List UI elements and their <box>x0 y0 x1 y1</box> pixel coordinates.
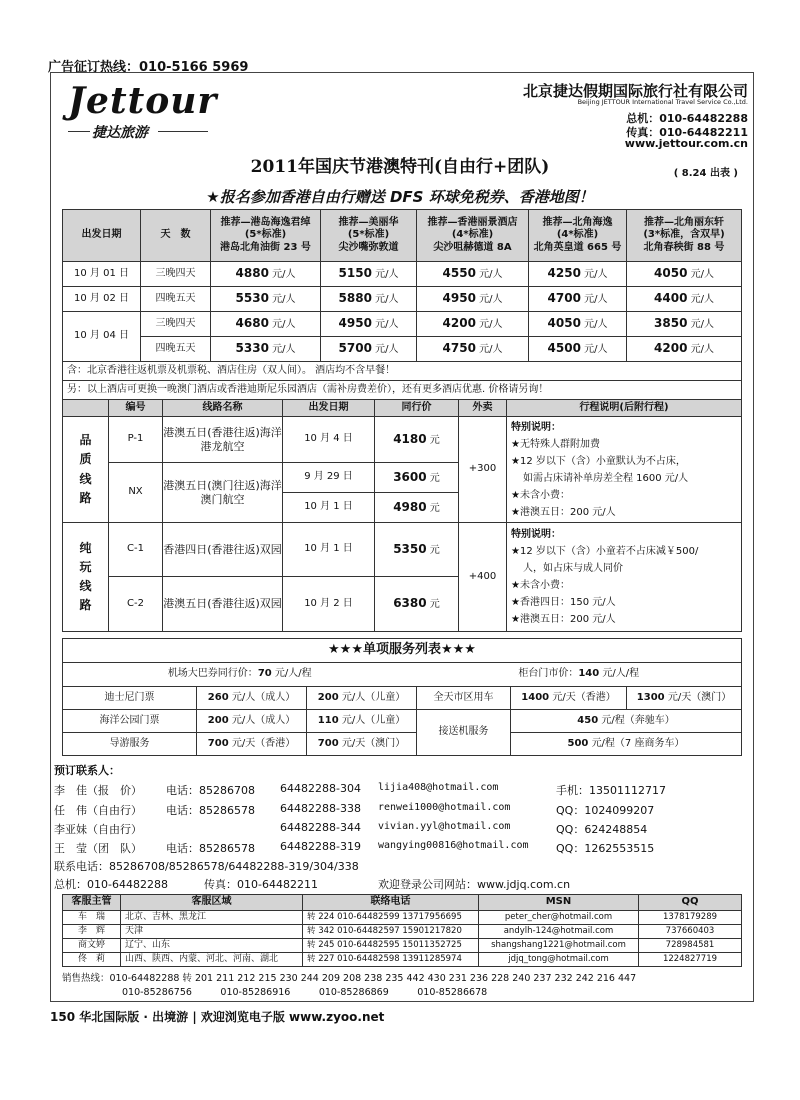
hotel-note-2: 另：以上酒店可更换一晚澳门酒店或香港迪斯尼乐园酒店（需补房费差价），还有更多酒店优惠. 价格请另询！ <box>63 381 742 400</box>
price-unit: 元/程（7 座商务车） <box>591 737 685 749</box>
table-row <box>63 925 742 939</box>
price-unit: 元/人 <box>479 344 503 356</box>
service-title: ★★★单项服务列表★★★ <box>63 639 742 663</box>
cs-name: 李 辉 <box>63 925 121 939</box>
row-days: 三晚四天 <box>141 262 211 287</box>
price-value: 4180 <box>393 431 427 446</box>
cs-table <box>62 894 742 967</box>
contact-tel: 电话：85286578 <box>166 842 255 855</box>
table-row <box>63 710 742 733</box>
page-title: 2011年国庆节港澳特刊(自由行+团队) <box>250 157 550 177</box>
table-row <box>63 417 742 463</box>
car-label: 全天市区用车 <box>417 687 511 710</box>
route-date: 10 月 2 日 <box>283 577 375 632</box>
price-cell <box>627 262 742 287</box>
page-footer: 150 华北国际版 · 出境游 | 欢迎浏览电子版 www.zyoo.net <box>50 1010 385 1024</box>
cs-phone: 转 245 010-64482595 15011352725 <box>303 939 479 953</box>
desc-line: ★12 岁以下（含）小童若不占床减￥500/ <box>511 546 699 557</box>
hotel-1 <box>211 210 321 262</box>
logo-rule-left <box>68 131 90 132</box>
price-cell <box>529 312 627 337</box>
cs-phone: 转 227 010-64482598 13911285974 <box>303 953 479 967</box>
contact-email[interactable]: wangying00816@hotmail.com <box>378 840 529 851</box>
cs-qq: 737660403 <box>639 925 742 939</box>
price-unit: 元 <box>429 599 440 611</box>
price-value: 4950 <box>338 316 372 331</box>
price-value: 1400 <box>521 691 550 703</box>
ad-hotline: 广告征订热线：010-5166 5969 <box>48 60 249 75</box>
hotel-2-addr: 尖沙嘴弥敦道 <box>338 241 399 253</box>
date-note: ( 8.24 出表 ) <box>673 168 738 179</box>
price-cell <box>321 287 417 312</box>
price-unit: 元/程（奔驰车） <box>601 714 675 726</box>
price-unit: 元/人 <box>690 294 714 306</box>
price-value: 5530 <box>235 291 269 306</box>
hotel-3 <box>417 210 529 262</box>
route-code: C-2 <box>109 577 163 632</box>
price-value: 4750 <box>442 341 476 356</box>
company-name-cn: 北京捷达假期国际旅行社有限公司 <box>522 82 748 100</box>
route-code: NX <box>109 463 163 523</box>
bus-cell <box>63 663 417 687</box>
row-days: 三晚四天 <box>141 312 211 337</box>
price-cell <box>529 262 627 287</box>
contact-website[interactable]: 欢迎登录公司网站：www.jdjq.com.cn <box>378 878 571 891</box>
price-cell <box>321 337 417 362</box>
price-value: 4550 <box>442 266 476 281</box>
jettour-logo: Jettour <box>68 80 218 122</box>
desc-line: 特别说明： <box>511 421 561 433</box>
price-unit: 元/人 <box>584 269 608 281</box>
price-value: 4700 <box>547 291 581 306</box>
row-date: 10 月 01 日 <box>63 262 141 287</box>
contact-main-phone: 总机：010-64482288 <box>54 878 168 891</box>
guide-hk <box>197 733 307 756</box>
price-unit: 元/人 <box>479 319 503 331</box>
contact-extra: 手机：13501112717 <box>556 784 666 797</box>
contact-name: 李 佳（报 价） <box>54 784 142 797</box>
sales-hotline: 销售热线：010-64482288 转 201 211 212 215 230 244 209 208 238 235 442 430 231 236 228 240 237 232 242 216 447 <box>62 973 637 984</box>
ocean-child <box>307 710 417 733</box>
route-name: 港澳五日(香港往返)海洋港龙航空 <box>163 417 283 463</box>
ocean-adult <box>197 710 307 733</box>
row-days: 四晚五天 <box>141 287 211 312</box>
cs-msn: shangshang1221@hotmail.com <box>479 939 639 953</box>
table-row <box>63 663 742 687</box>
row-date: 10 月 04 日 <box>63 312 141 362</box>
price-unit: 元/人 <box>479 294 503 306</box>
cs-area: 天津 <box>121 925 303 939</box>
price-value: 4400 <box>654 291 688 306</box>
route-hdr-blank <box>63 400 109 417</box>
route-price <box>375 577 459 632</box>
desc-line: 特别说明： <box>511 529 561 540</box>
hotel-note-1: 含：北京香港往返机票及机票税、酒店住房（双人间）。 酒店均不含早餐！ <box>63 362 742 381</box>
route-group-quality <box>63 417 109 523</box>
route-price <box>375 493 459 523</box>
route-hdr-price: 同行价 <box>375 400 459 417</box>
guide-label: 导游服务 <box>63 733 197 756</box>
route-code: C-1 <box>109 523 163 577</box>
desc-line: 如需占床请补单房差全程 1600 元/人 <box>523 472 689 484</box>
price-unit: 元/人（儿童） <box>341 714 406 726</box>
route-name: 香港四日(香港往返)双园 <box>163 523 283 577</box>
price-value: 450 <box>577 714 599 726</box>
price-value: 3600 <box>393 469 427 484</box>
price-value: 4680 <box>235 316 269 331</box>
price-unit: 元/人（成人） <box>231 714 296 726</box>
price-value: 3850 <box>654 316 688 331</box>
contact-phones: 联系电话：85286708/85286578/64482288-319/304/338 <box>54 860 359 873</box>
route-date: 10 月 4 日 <box>283 417 375 463</box>
price-cell <box>627 337 742 362</box>
hotel-1-star: (5*标准) <box>244 229 287 241</box>
table-row <box>63 262 742 287</box>
route-group-pure-label: 纯玩线路 <box>79 540 92 613</box>
disney-label: 迪士尼门票 <box>63 687 197 710</box>
cs-phone: 转 224 010-64482599 13717956695 <box>303 911 479 925</box>
price-unit: 元/人 <box>272 319 296 331</box>
price-cell <box>529 287 627 312</box>
desc-line: ★港澳五日：200 元/人 <box>511 506 616 518</box>
route-code: P-1 <box>109 417 163 463</box>
price-value: 4980 <box>393 499 427 514</box>
price-unit: 元/人 <box>690 269 714 281</box>
table-row <box>63 312 742 337</box>
price-unit: 元/人 <box>272 269 296 281</box>
cs-hdr-phone: 联络电话 <box>303 895 479 911</box>
price-cell <box>417 337 529 362</box>
cs-area: 北京、吉林、黑龙江 <box>121 911 303 925</box>
price-unit: 元/人（成人） <box>231 691 296 703</box>
contact-extra: QQ：1024099207 <box>556 804 655 817</box>
ocean-label: 海洋公园门票 <box>63 710 197 733</box>
price-value: 5150 <box>338 266 372 281</box>
table-row <box>63 733 742 756</box>
price-cell <box>211 337 321 362</box>
bus-price: 70 <box>257 668 272 680</box>
contact-tel: 电话：85286578 <box>166 804 255 817</box>
bus-label: 机场大巴券同行价： <box>167 668 258 680</box>
hotel-5-star: (3*标准，含双早) <box>643 229 725 241</box>
counter-label: 柜台门市价： <box>518 668 579 680</box>
hotel-2-name: 推荐—美丽华 <box>338 216 399 228</box>
hotel-1-addr: 港岛北角油街 23 号 <box>220 241 311 253</box>
contact-ext: 64482288-304 <box>280 782 361 795</box>
table-row <box>63 687 742 710</box>
contact-tel: 电话：85286708 <box>166 784 255 797</box>
car-hk <box>511 687 627 710</box>
table-row <box>63 953 742 967</box>
cs-name: 车 瑞 <box>63 911 121 925</box>
price-value: 110 <box>317 714 339 726</box>
price-value: 4200 <box>442 316 476 331</box>
route-hdr-date: 出发日期 <box>283 400 375 417</box>
hotel-3-addr: 尖沙咀赫德道 8A <box>433 241 512 253</box>
price-value: 700 <box>207 737 229 749</box>
price-unit: 元/人 <box>375 344 399 356</box>
counter-unit: 元/人/程 <box>602 668 640 680</box>
logo-subtitle: 捷达旅游 <box>92 125 148 141</box>
price-value: 6380 <box>393 596 427 611</box>
contact-email[interactable]: vivian.yyl@hotmail.com <box>378 821 511 832</box>
price-unit: 元/人 <box>272 344 296 356</box>
price-unit: 元/人 <box>690 344 714 356</box>
price-value: 4050 <box>654 266 688 281</box>
price-value: 5350 <box>393 541 427 556</box>
contact-extra: QQ：1262553515 <box>556 842 655 855</box>
cs-msn: peter_cher@hotmail.com <box>479 911 639 925</box>
transfer-van <box>511 733 742 756</box>
contact-email[interactable]: renwei1000@hotmail.com <box>378 802 511 813</box>
contact-fax: 传真：010-64482211 <box>204 878 318 891</box>
price-value: 200 <box>317 691 339 703</box>
price-unit: 元/人 <box>479 269 503 281</box>
contact-email[interactable]: lijia408@hotmail.com <box>378 782 499 793</box>
counter-price: 140 <box>578 668 600 680</box>
route-markup: +300 <box>459 417 507 523</box>
hotel-1-name: 推荐—港岛海逸君绰 <box>220 216 311 228</box>
contact-ext: 64482288-344 <box>280 821 361 834</box>
hotel-4-name: 推荐—北角海逸 <box>542 216 613 228</box>
contact-ext: 64482288-319 <box>280 840 361 853</box>
price-unit: 元 <box>429 544 440 556</box>
price-cell <box>211 262 321 287</box>
price-unit: 元/人 <box>584 344 608 356</box>
hotel-3-name: 推荐—香港丽景酒店 <box>427 216 518 228</box>
route-markup: +400 <box>459 523 507 632</box>
col-date: 出发日期 <box>63 210 141 262</box>
contacts-heading: 预订联系人： <box>54 764 120 777</box>
price-unit: 元/人 <box>272 294 296 306</box>
cs-qq: 1224827719 <box>639 953 742 967</box>
price-cell <box>321 312 417 337</box>
route-name: 港澳五日(香港往返)双园 <box>163 577 283 632</box>
transfer-label: 接送机服务 <box>417 710 511 756</box>
route-price <box>375 417 459 463</box>
price-value: 260 <box>207 691 229 703</box>
hotel-4-star: (4*标准) <box>556 229 599 241</box>
guide-mo <box>307 733 417 756</box>
price-unit: 元/人 <box>375 294 399 306</box>
price-value: 5880 <box>338 291 372 306</box>
cs-hdr-qq: QQ <box>639 895 742 911</box>
cs-area: 山西、陕西、内蒙、河北、河南、湖北 <box>121 953 303 967</box>
hotel-3-star: (4*标准) <box>451 229 494 241</box>
desc-line: ★未含小费： <box>511 580 570 591</box>
cs-msn: andylh-124@hotmail.com <box>479 925 639 939</box>
promo-line: ★报名参加香港自由行赠送 DFS 环球免税券、香港地图！ <box>206 188 594 206</box>
price-cell <box>211 312 321 337</box>
price-unit: 元/天（澳门） <box>341 737 406 749</box>
counter-cell <box>417 663 742 687</box>
price-value: 4880 <box>235 266 269 281</box>
desc-line: ★未含小费： <box>511 489 570 501</box>
route-hdr-code: 编号 <box>109 400 163 417</box>
price-value: 5330 <box>235 341 269 356</box>
hotel-2-star: (5*标准) <box>347 229 390 241</box>
route-desc-1 <box>507 417 742 523</box>
desc-line: 人，如占床与成人同价 <box>523 563 623 574</box>
cs-hdr-manager: 客服主管 <box>63 895 121 911</box>
company-phone: 总机：010-64482288 <box>626 112 748 125</box>
hotel-price-table <box>62 209 742 400</box>
route-date: 9 月 29 日 <box>283 463 375 493</box>
col-days: 天 数 <box>141 210 211 262</box>
disney-child <box>307 687 417 710</box>
price-value: 700 <box>317 737 339 749</box>
cs-phone: 转 342 010-64482597 15901217820 <box>303 925 479 939</box>
desc-line: ★香港四日：150 元/人 <box>511 597 616 608</box>
car-mo <box>627 687 742 710</box>
desc-line: ★港澳五日：200 元/人 <box>511 614 616 625</box>
price-unit: 元/人（儿童） <box>341 691 406 703</box>
table-row <box>63 911 742 925</box>
price-unit: 元/天（香港） <box>231 737 296 749</box>
sales-numbers: 010-85286756 010-85286916 010-85286869 010-85286678 <box>122 987 488 998</box>
price-cell <box>627 312 742 337</box>
price-value: 1300 <box>636 691 665 703</box>
route-date: 10 月 1 日 <box>283 523 375 577</box>
cs-name: 佟 莉 <box>63 953 121 967</box>
route-price <box>375 523 459 577</box>
company-fax: 传真：010-64482211 <box>626 126 748 139</box>
route-hdr-markup: 外卖 <box>459 400 507 417</box>
hotel-5 <box>627 210 742 262</box>
price-cell <box>627 287 742 312</box>
route-hdr-desc: 行程说明(后附行程) <box>507 400 742 417</box>
route-date: 10 月 1 日 <box>283 493 375 523</box>
contact-extra: QQ：624248854 <box>556 823 648 836</box>
price-value: 4950 <box>442 291 476 306</box>
desc-line: ★无特殊人群附加费 <box>511 438 600 450</box>
route-price <box>375 463 459 493</box>
price-value: 200 <box>207 714 229 726</box>
company-name-en: Beijing JETTOUR International Travel Service Co.,Ltd. <box>577 98 748 106</box>
bus-unit: 元/人/程 <box>274 668 312 680</box>
price-unit: 元/人 <box>375 319 399 331</box>
disney-adult <box>197 687 307 710</box>
price-value: 4050 <box>547 316 581 331</box>
price-unit: 元/人 <box>584 319 608 331</box>
price-value: 4500 <box>547 341 581 356</box>
table-row <box>63 287 742 312</box>
price-unit: 元 <box>429 472 440 484</box>
hotel-5-addr: 北角春秧街 88 号 <box>643 241 725 253</box>
cs-hdr-msn: MSN <box>479 895 639 911</box>
price-unit: 元/天（澳门） <box>667 691 732 703</box>
price-cell <box>211 287 321 312</box>
price-value: 4200 <box>654 341 688 356</box>
price-cell <box>417 312 529 337</box>
service-table <box>62 638 742 756</box>
row-days: 四晚五天 <box>141 337 211 362</box>
route-name: 港澳五日(澳门往返)海洋澳门航空 <box>163 463 283 523</box>
route-table <box>62 399 742 632</box>
price-unit: 元/人 <box>375 269 399 281</box>
table-row <box>63 523 742 577</box>
table-row <box>63 337 742 362</box>
hotel-2 <box>321 210 417 262</box>
desc-line: ★12 岁以下（含）小童默认为不占床， <box>511 455 686 467</box>
transfer-benz <box>511 710 742 733</box>
price-cell <box>321 262 417 287</box>
contact-ext: 64482288-338 <box>280 802 361 815</box>
price-cell <box>529 337 627 362</box>
price-cell <box>417 287 529 312</box>
route-hdr-name: 线路名称 <box>163 400 283 417</box>
hotel-5-name: 推荐—北角丽东轩 <box>644 216 724 228</box>
hotel-4-addr: 北角英皇道 665 号 <box>533 241 622 253</box>
cs-qq: 1378179289 <box>639 911 742 925</box>
cs-qq: 728984581 <box>639 939 742 953</box>
price-unit: 元/人 <box>690 319 714 331</box>
contact-name: 王 莹（团 队） <box>54 842 142 855</box>
price-unit: 元/天（香港） <box>552 691 616 703</box>
logo-rule-right <box>158 131 208 132</box>
cs-name: 商文婷 <box>63 939 121 953</box>
price-unit: 元 <box>429 502 440 514</box>
row-date: 10 月 02 日 <box>63 287 141 312</box>
contact-name: 任 伟（自由行） <box>54 804 142 817</box>
price-value: 5700 <box>338 341 372 356</box>
cs-msn: jdjq_tong@hotmail.com <box>479 953 639 967</box>
cs-area: 辽宁、山东 <box>121 939 303 953</box>
price-value: 500 <box>567 737 589 749</box>
table-row <box>63 939 742 953</box>
contact-name: 李亚妹（自由行） <box>54 823 142 836</box>
company-web: www.jettour.com.cn <box>624 137 748 150</box>
hotel-4 <box>529 210 627 262</box>
cs-hdr-area: 客服区域 <box>121 895 303 911</box>
price-unit: 元/人 <box>584 294 608 306</box>
route-desc-2 <box>507 523 742 632</box>
price-value: 4250 <box>547 266 581 281</box>
price-cell <box>417 262 529 287</box>
route-group-pure <box>63 523 109 632</box>
price-unit: 元 <box>429 434 440 446</box>
route-group-quality-label: 品质线路 <box>79 433 92 505</box>
